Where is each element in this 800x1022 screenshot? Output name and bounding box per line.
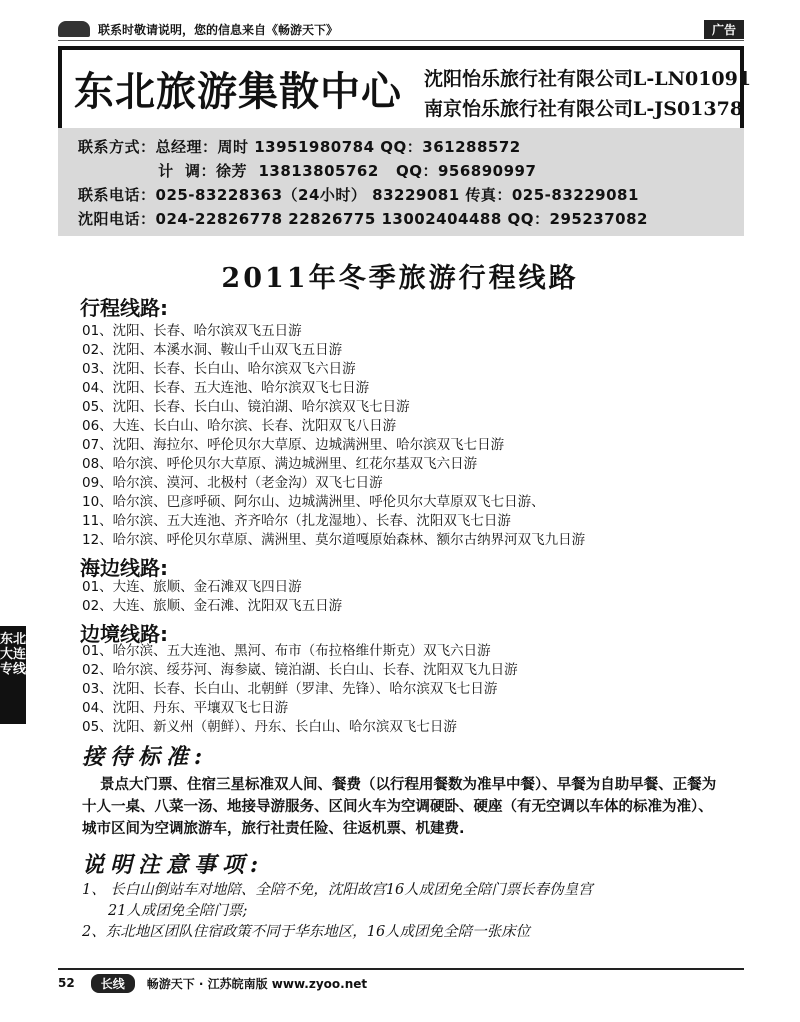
brand-box [58, 46, 752, 128]
contact-row-planner: 计 调：徐芳 13813805762 QQ：956890997 [78, 162, 537, 180]
list-item: 04、沈阳、丹东、平壤双飞七日游 [82, 700, 289, 716]
side-section-tab [0, 626, 26, 724]
list-item: 11、哈尔滨、五大连池、齐齐哈尔（扎龙湿地）、长春、沈阳双飞七日游 [82, 513, 511, 529]
seaside-list [82, 578, 342, 616]
contact-box [58, 128, 744, 236]
list-item: 10、哈尔滨、巴彦呼硕、阿尔山、边城满洲里、呼伦贝尔大草原双飞七日游、 [82, 494, 545, 510]
list-item: 03、沈阳、长春、长白山、哈尔滨双飞六日游 [82, 361, 356, 377]
notes-heading: 说明注意事项: [82, 852, 265, 878]
ad-tag: 广告 [704, 20, 744, 39]
footer-text: 畅游天下 · 江苏皖南版 www.zyoo.net [146, 976, 368, 991]
reception-heading: 接待标准: [82, 744, 209, 770]
list-item: 06、大连、长白山、哈尔滨、长春、沈阳双飞八日游 [82, 418, 397, 434]
list-item: 09、哈尔滨、漠河、北极村（老金沟）双飞七日游 [82, 475, 383, 491]
contact-row-manager: 联系方式：总经理：周时 13951980784 QQ：361288572 [78, 138, 521, 156]
routes-heading: 行程线路: [80, 296, 168, 320]
list-item: 07、沈阳、海拉尔、呼伦贝尔大草原、边城满洲里、哈尔滨双飞七日游 [82, 437, 505, 453]
company-nanjing: 南京怡乐旅行社有限公司L-JS01378 [424, 98, 744, 120]
list-item: 12、哈尔滨、呼伦贝尔草原、满洲里、莫尔道嘎原始森林、额尔古纳界河双飞九日游 [82, 532, 586, 548]
magazine-logo-icon [58, 21, 90, 37]
contact-row-shenyang: 沈阳电话：024-22826778 22826775 13002404488 QQ：295237082 [78, 210, 648, 228]
seaside-heading: 海边线路: [80, 556, 168, 580]
footer-tag: 长线 [91, 974, 135, 993]
side-tab-line: 大连 [0, 647, 27, 662]
list-item: 02、沈阳、本溪水洞、鞍山千山双飞五日游 [82, 342, 343, 358]
side-tab-line: 专线 [0, 662, 27, 677]
list-item: 03、沈阳、长春、长白山、北朝鲜（罗津、先锋）、哈尔滨双飞七日游 [82, 681, 498, 697]
company-shenyang: 沈阳怡乐旅行社有限公司L-LN01091 [424, 68, 752, 90]
list-item: 01、哈尔滨、五大连池、黑河、布市（布拉格维什斯克）双飞六日游 [82, 643, 491, 659]
routes-list [82, 322, 585, 550]
note-item: 2、东北地区团队住宿政策不同于华东地区，16人成团免全陪一张床位 [82, 924, 531, 940]
reception-text: 景点大门票、住宿三星标准双人间、餐费（以行程用餐数为准早中餐）、早餐为自助早餐、正餐为十人一桌、八菜一汤、地接导游服务、区间火车为空调硬卧、硬座（有无空调以车体的标准为准）、城市区间为空调旅游车，旅行社责任险、往返机票、机建费. [82, 777, 717, 837]
list-item: 01、沈阳、长春、哈尔滨双飞五日游 [82, 323, 302, 339]
list-item: 01、大连、旅顺、金石滩双飞四日游 [82, 579, 302, 595]
list-item: 05、沈阳、长春、长白山、镜泊湖、哈尔滨双飞七日游 [82, 399, 410, 415]
list-item: 02、大连、旅顺、金石滩、沈阳双飞五日游 [82, 598, 343, 614]
border-heading: 边境线路: [80, 622, 168, 646]
page-footer [58, 968, 744, 996]
list-item: 08、哈尔滨、呼伦贝尔大草原、满边城洲里、红花尔基双飞六日游 [82, 456, 478, 472]
border-list [82, 642, 518, 737]
contact-row-phone: 联系电话：025-83228363（24小时） 83229081 传真：025-83229081 [78, 186, 639, 204]
list-item: 02、哈尔滨、绥芬河、海参崴、镜泊湖、长白山、长春、沈阳双飞九日游 [82, 662, 518, 678]
top-header-bar [58, 18, 744, 41]
side-tab-line: 东北 [0, 632, 27, 647]
brand-title: 东北旅游集散中心 [74, 69, 402, 115]
page-number: 52 [58, 976, 75, 990]
list-item: 05、沈阳、新义州（朝鲜）、丹东、长白山、哈尔滨双飞七日游 [82, 719, 457, 735]
main-title: 2011年冬季旅游行程线路 [221, 263, 579, 294]
note-item: 1、 长白山倒站车对地陪、全陪不免，沈阳故宫16人成团免全陪门票长春伪皇宫 [82, 882, 593, 898]
list-item: 04、沈阳、长春、五大连池、哈尔滨双飞七日游 [82, 380, 370, 396]
notes-list [82, 880, 722, 943]
note-item-cont: 21人成团免全陪门票; [108, 903, 248, 919]
header-notice: 联系时敬请说明，您的信息来自《畅游天下》 [98, 22, 339, 37]
